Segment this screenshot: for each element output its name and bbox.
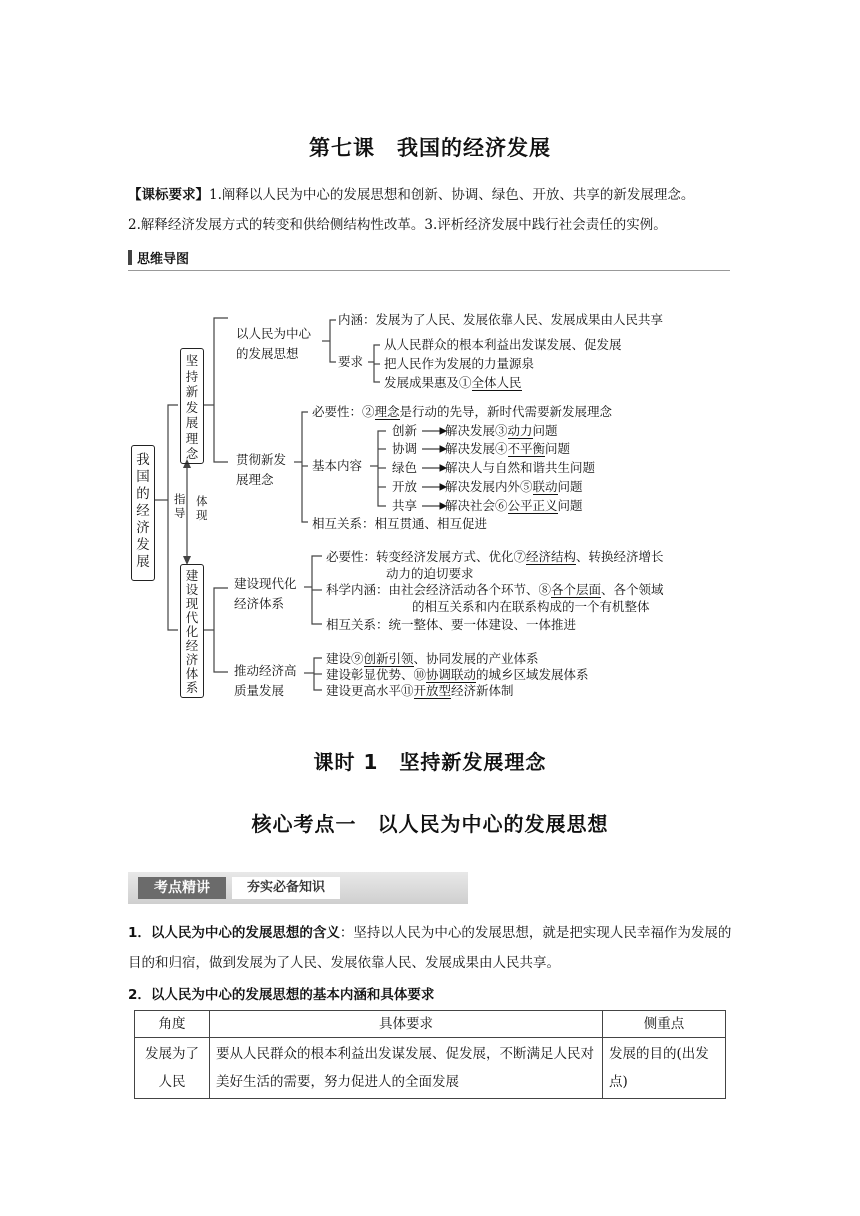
key-points-bar <box>128 872 468 904</box>
n3-necessity-line2: 动力的迫切要求 <box>386 566 474 581</box>
table-header-cell: 角度 <box>135 1011 210 1038</box>
link-label-embody: 体现 <box>196 494 208 522</box>
node-new-development-concept: 坚 持 新 发 展 理 念 <box>180 348 204 464</box>
n4-item-3: 建设更高水平⑪开放型经济新体制 <box>326 683 514 698</box>
table-cell: 发展的目的(出发点) <box>603 1038 726 1099</box>
table-header-cell: 具体要求 <box>210 1011 603 1038</box>
n2-basic-content: 基本内容 <box>312 458 363 473</box>
requirements-table <box>134 1010 726 1099</box>
p1-text: ：坚持以人民为中心的发展思想，就是把实现人民幸福作为发展的目的和归宿，做到发展为了人民、发展依靠人民、发展成果由人民共享。 <box>128 925 732 971</box>
n2-necessity: 必要性：②理念是行动的先导，新时代需要新发展理念 <box>312 404 613 419</box>
page-title: 第七课 我国的经济发展 <box>309 136 551 160</box>
paragraph-1 <box>128 918 738 978</box>
node-people-centered: 以人民为中心 的发展思想 <box>236 326 312 361</box>
n2-relation: 相互关系：相互贯通、相互促进 <box>312 516 488 531</box>
n1-req-1: 从人民群众的根本利益出发谋发展、促发展 <box>384 337 622 352</box>
key-points-label: 考点精讲 <box>138 877 226 899</box>
lesson-title: 课时 1 坚持新发展理念 <box>313 750 547 774</box>
p1-heading: 1．以人民为中心的发展思想的含义 <box>128 925 340 941</box>
mindmap-label: 思维导图 <box>137 252 190 267</box>
n3-necessity: 必要性：转变经济发展方式、优化⑦经济结构、转换经济增长 <box>326 549 664 564</box>
core-topic-title: 核心考点一 以人民为中心的发展思想 <box>251 812 609 836</box>
node-build-modern-system: 建设现代化 经济体系 <box>234 576 297 611</box>
root-node: 我 国 的 经 济 发 展 <box>131 445 155 581</box>
n3-scientific-line2: 的相互关系和内在联系构成的一个有机整体 <box>412 599 650 614</box>
requirement-line2: 2.解释经济发展方式的转变和供给侧结构性改革。3.评析经济发展中践行社会责任的实例。 <box>128 217 667 233</box>
table-cell: 要从人民群众的根本利益出发谋发展、促发展，不断满足人民对美好生活的需要，努力促进人的全面发展 <box>210 1038 603 1099</box>
node-implement-concept: 贯彻新发 展理念 <box>236 452 287 487</box>
node-modern-economic-system: 建 设 现 代 化 经 济 体 系 <box>180 564 204 698</box>
requirement-line1: 1.阐释以人民为中心的发展思想和创新、协调、绿色、开放、共享的新发展理念。 <box>209 187 695 203</box>
link-label-guide: 指导 <box>174 492 186 520</box>
table-cell: 发展为了人民 <box>135 1038 210 1099</box>
table-header-cell: 侧重点 <box>603 1011 726 1038</box>
node-high-quality: 推动经济高 质量发展 <box>234 663 297 698</box>
n1-requirement: 要求 <box>338 354 364 369</box>
n1-connotation: 内涵：发展为了人民、发展依靠人民、发展成果由人民共享 <box>338 312 664 327</box>
table-header-row <box>135 1011 726 1038</box>
n1-req-2: 把人民作为发展的力量源泉 <box>384 356 535 371</box>
n2-item: 绿色 解决人与自然和谐共生问题 <box>392 460 596 475</box>
n1-req-3: 发展成果惠及①全体人民 <box>384 375 522 390</box>
requirement-tag: 【课标要求】 <box>128 187 209 203</box>
n3-relation: 相互关系：统一整体、要一体建设、一体推进 <box>326 617 577 632</box>
p2-heading: 2．以人民为中心的发展思想的基本内涵和具体要求 <box>128 987 435 1003</box>
n4-item-2: 建设彰显优势、⑩协调联动的城乡区域发展体系 <box>326 667 589 682</box>
n2-item: 创新 解决发展③动力问题 <box>392 423 558 438</box>
n3-scientific: 科学内涵：由社会经济活动各个环节、⑧各个层面、各个领域 <box>326 582 664 597</box>
n2-item: 协调 解决发展④不平衡问题 <box>392 441 571 456</box>
n2-item: 共享 解决社会⑥公平正义问题 <box>392 498 583 513</box>
n4-item-1: 建设⑨创新引领、协同发展的产业体系 <box>326 651 539 666</box>
table-row <box>135 1038 726 1099</box>
key-points-sublabel: 夯实必备知识 <box>232 877 340 899</box>
paragraph-2 <box>128 980 738 1010</box>
n2-item: 开放 解决发展内外⑤联动问题 <box>392 479 583 494</box>
